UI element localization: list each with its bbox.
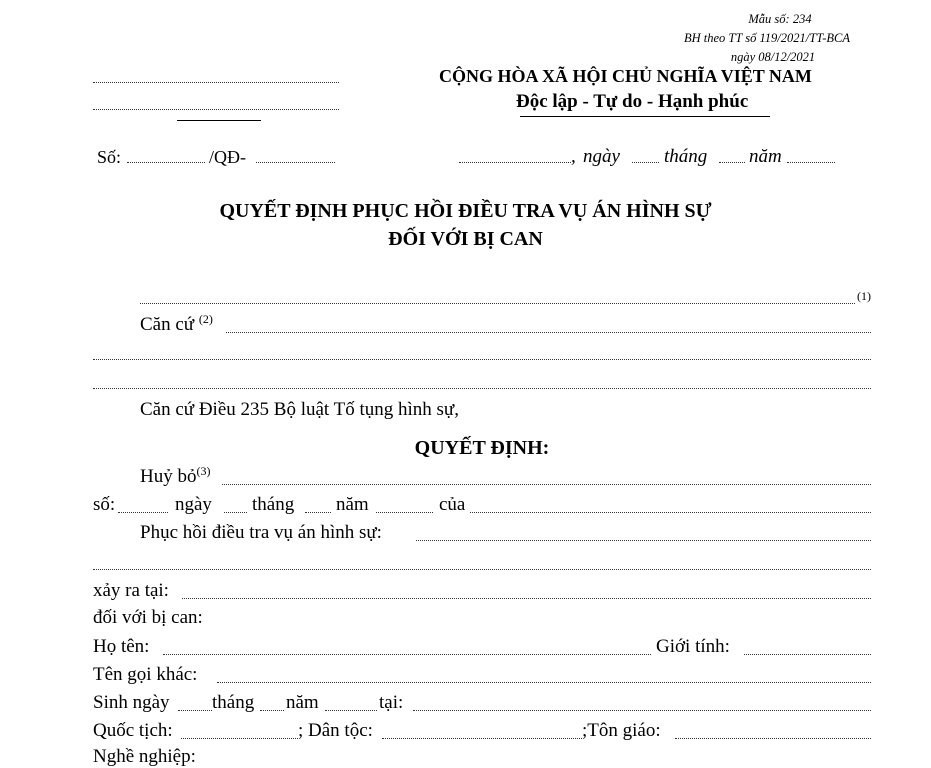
legal-basis: Căn cứ Điều 235 Bộ luật Tố tụng hình sự,: [140, 399, 459, 420]
ton-giao-label: ;Tôn giáo:: [582, 720, 661, 741]
sinh-ngay-label: Sinh ngày: [93, 692, 170, 713]
sinh-nam-label: năm: [286, 692, 319, 713]
huy-bo-text: Huỷ bỏ: [140, 466, 197, 487]
form-issued-by: BH theo TT số 119/2021/TT-BCA: [684, 31, 850, 45]
so-blank[interactable]: [127, 162, 205, 163]
document-title-line2: ĐỐI VỚI BỊ CAN: [388, 228, 543, 250]
quoc-tich-label: Quốc tịch:: [93, 720, 173, 741]
phuc-hoi-blank-2[interactable]: [93, 569, 871, 570]
nam-blank[interactable]: [376, 512, 433, 513]
can-cu-blank-1[interactable]: [226, 332, 871, 333]
phuc-hoi-label: Phục hồi điều tra vụ án hình sự:: [140, 522, 382, 543]
ton-giao-blank[interactable]: [675, 738, 871, 739]
footnote-2: (2): [198, 312, 213, 326]
agency-underline: [177, 120, 261, 121]
motto: Độc lập - Tự do - Hạnh phúc: [516, 91, 749, 112]
cua-label: của: [439, 494, 466, 515]
decision-heading: QUYẾT ĐỊNH:: [414, 437, 550, 459]
footnote-3: (3): [196, 464, 211, 478]
dan-toc-label: ; Dân tộc:: [298, 720, 373, 741]
ngay-blank[interactable]: [224, 512, 247, 513]
can-cu-text: Căn cứ: [140, 314, 195, 335]
so-decision-label: số:: [93, 494, 116, 515]
xay-ra-tai-label: xảy ra tại:: [93, 580, 169, 601]
sinh-ngay-blank[interactable]: [178, 710, 212, 711]
date-thang-label: tháng: [664, 146, 708, 167]
date-day-blank[interactable]: [632, 162, 659, 163]
sinh-nam-blank[interactable]: [325, 710, 377, 711]
place-blank[interactable]: [459, 162, 571, 163]
can-cu-label: [140, 314, 213, 336]
so-decision-blank[interactable]: [118, 512, 168, 513]
cua-blank[interactable]: [470, 512, 871, 513]
quoc-tich-blank[interactable]: [181, 738, 298, 739]
qd-label: /QĐ-: [209, 147, 246, 167]
form-number: Mẫu số: 234: [748, 12, 812, 26]
agency-blank-2[interactable]: [93, 109, 339, 110]
phuc-hoi-blank-1[interactable]: [416, 540, 871, 541]
ho-ten-blank[interactable]: [163, 654, 651, 655]
so-label: Số:: [97, 147, 122, 167]
form-date: ngày 08/12/2021: [730, 50, 816, 64]
motto-underline: [520, 116, 770, 117]
sinh-thang-label: tháng: [212, 692, 255, 713]
nation-heading: CỘNG HÒA XÃ HỘI CHỦ NGHĨA VIỆT NAM: [439, 66, 812, 86]
thang-blank[interactable]: [305, 512, 331, 513]
agency-blank-1[interactable]: [93, 82, 339, 83]
ngay-label: ngày: [175, 494, 212, 515]
ho-ten-label: Họ tên:: [93, 636, 150, 657]
cut-off-line: Nghề nghiệp:: [93, 746, 196, 767]
gioi-tinh-label: Giới tính:: [656, 636, 730, 657]
date-nam-label: năm: [749, 146, 782, 167]
can-cu-blank-2[interactable]: [93, 359, 871, 360]
doi-voi-bi-can-label: đối với bị can:: [93, 607, 203, 628]
can-cu-blank-3[interactable]: [93, 388, 871, 389]
ten-goi-khac-label: Tên gọi khác:: [93, 664, 198, 685]
xay-ra-tai-blank[interactable]: [182, 598, 871, 599]
sinh-tai-label: tại:: [379, 692, 404, 713]
thang-label: tháng: [252, 494, 295, 515]
dan-toc-blank[interactable]: [382, 738, 582, 739]
sinh-tai-blank[interactable]: [413, 710, 871, 711]
authority-blank[interactable]: [140, 303, 855, 304]
huy-bo-blank[interactable]: [222, 484, 871, 485]
huy-bo-label: [140, 466, 210, 488]
date-comma: ,: [571, 146, 576, 167]
date-year-blank[interactable]: [787, 162, 835, 163]
gioi-tinh-blank[interactable]: [744, 654, 871, 655]
date-ngay-label: ngày: [583, 146, 620, 167]
date-month-blank[interactable]: [719, 162, 745, 163]
ten-goi-khac-blank[interactable]: [217, 682, 871, 683]
footnote-1: (1): [857, 289, 871, 303]
qd-suffix-blank[interactable]: [256, 162, 335, 163]
nam-label: năm: [336, 494, 369, 515]
sinh-thang-blank[interactable]: [260, 710, 284, 711]
document-title-line1: QUYẾT ĐỊNH PHỤC HỒI ĐIỀU TRA VỤ ÁN HÌNH SỰ: [219, 200, 712, 222]
